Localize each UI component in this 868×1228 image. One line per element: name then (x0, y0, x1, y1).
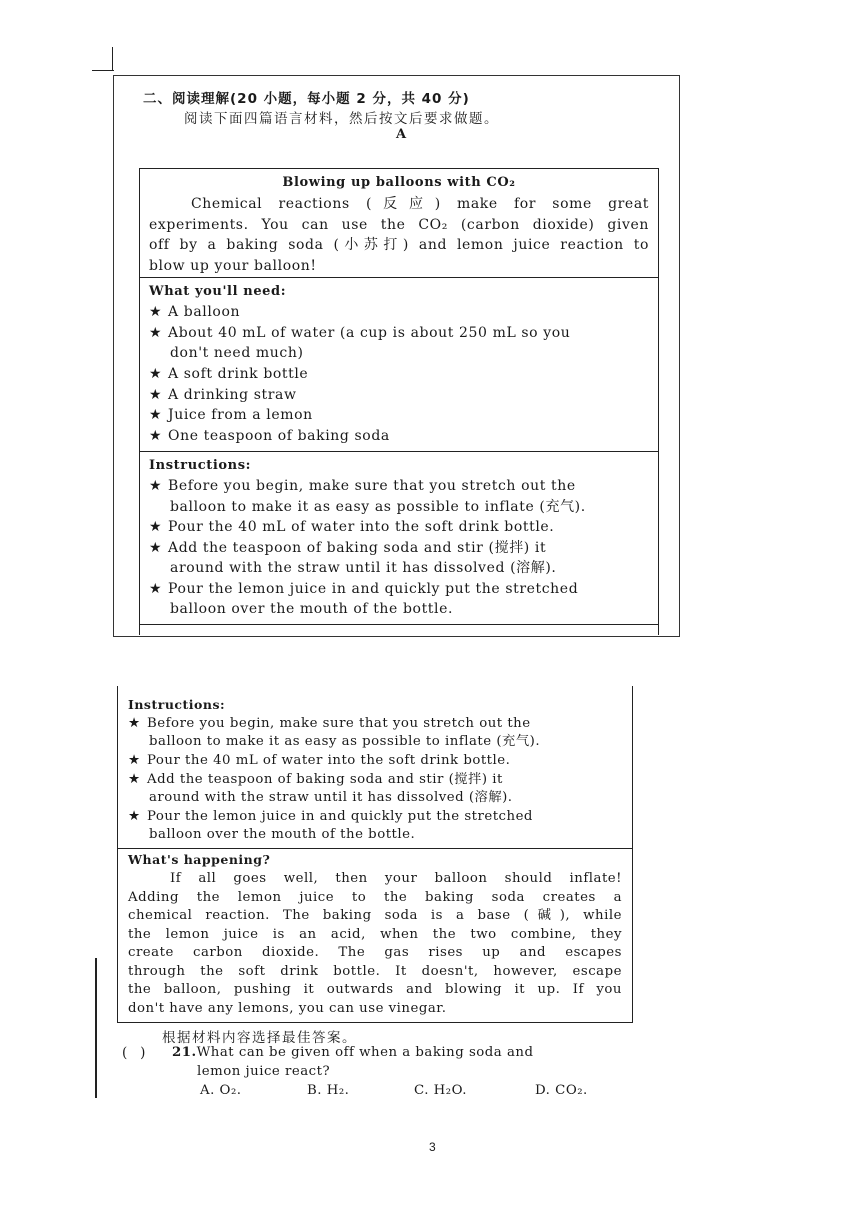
star-icon: ★ (149, 304, 163, 320)
need-item-text: A balloon (168, 304, 241, 320)
section-divider (118, 848, 632, 849)
answer-bracket[interactable]: ( ) (122, 1045, 146, 1061)
instruction-continued: balloon to make it as easy as possible to inflate (充气). (170, 499, 586, 515)
instruction-item (128, 752, 510, 771)
happening-line: the balloon, pushing it outwards and blowing it up. If you (128, 982, 622, 997)
need-item (149, 385, 297, 406)
happening-line: chemical reaction. The baking soda is a base (碱), while (128, 908, 622, 923)
instructions-heading: Instructions: (128, 697, 226, 712)
passage-box (139, 168, 659, 635)
need-heading: What you'll need: (149, 284, 287, 299)
happening-line: If all goes well, then your balloon should inflate! (170, 871, 622, 886)
instruction-text: Add the teaspoon of baking soda and stir (搅拌) it (147, 772, 503, 787)
passage-box-continued (117, 686, 633, 1023)
instruction-text: Pour the 40 mL of water into the soft drink bottle. (147, 753, 511, 768)
margin-mark (92, 70, 114, 71)
need-item (149, 405, 313, 426)
star-icon: ★ (149, 387, 163, 403)
star-icon: ★ (149, 366, 163, 382)
instruction-item (149, 538, 546, 559)
instruction-item (149, 517, 554, 538)
instruction-text: Before you begin, make sure that you stretch out the (168, 478, 576, 494)
question-line-continued: lemon juice react? (197, 1064, 331, 1079)
intro-line: experiments. You can use the CO₂ (carbon dioxide) given (149, 217, 649, 233)
instructions-heading: Instructions: (149, 458, 252, 473)
star-icon: ★ (149, 478, 163, 494)
instruction-text: Pour the lemon juice in and quickly put the stretched (168, 581, 579, 597)
section-heading: 二、阅读理解(20 小题，每小题 2 分，共 40 分) (143, 91, 470, 107)
instructions-section (140, 452, 658, 625)
happening-line: create carbon dioxide. The gas rises up and escapes (128, 945, 622, 960)
question-prompt: 根据材料内容选择最佳答案。 (162, 1030, 357, 1046)
question-number: 21. (172, 1045, 197, 1060)
instruction-item (149, 476, 576, 497)
margin-mark (95, 958, 97, 1098)
option-c[interactable]: C. H₂O. (414, 1083, 467, 1098)
margin-mark (112, 47, 113, 71)
need-item-text: Juice from a lemon (168, 407, 313, 423)
need-item-text: A soft drink bottle (168, 366, 309, 382)
happening-line: through the soft drink bottle. It doesn't, however, escape (128, 964, 622, 979)
intro-line: Chemical reactions (反应) make for some great (191, 196, 649, 212)
instruction-item (128, 808, 533, 827)
star-icon: ★ (149, 581, 163, 597)
instruction-item (149, 579, 578, 600)
page-number: 3 (429, 1140, 436, 1154)
need-section (140, 278, 658, 452)
instruction-text: Before you begin, make sure that you stretch out the (147, 716, 531, 731)
star-icon: ★ (128, 716, 141, 731)
need-item-text: A drinking straw (168, 387, 297, 403)
instruction-text: Add the teaspoon of baking soda and stir (搅拌) it (168, 540, 547, 556)
instruction-continued: balloon to make it as easy as possible to inflate (充气). (149, 734, 541, 749)
star-icon: ★ (149, 428, 163, 444)
star-icon: ★ (149, 407, 163, 423)
option-d[interactable]: D. CO₂. (535, 1083, 588, 1098)
option-a[interactable]: A. O₂. (200, 1083, 242, 1098)
instruction-continued: around with the straw until it has dissolved (溶解). (149, 790, 513, 805)
need-item-text: One teaspoon of baking soda (168, 428, 390, 444)
happening-line: don't have any lemons, you can use vinegar. (128, 1001, 447, 1016)
instruction-item (128, 771, 503, 790)
question-text: What can be given off when a baking soda and (196, 1045, 534, 1060)
need-item-text: About 40 mL of water (a cup is about 250 mL so you (168, 325, 571, 341)
passage-letter: A (396, 127, 407, 142)
star-icon: ★ (149, 540, 163, 556)
star-icon: ★ (149, 519, 163, 535)
instruction-continued: around with the straw until it has dissolved (溶解). (170, 560, 557, 576)
instruction-continued: balloon over the mouth of the bottle. (170, 601, 454, 617)
instruction-text: Pour the lemon juice in and quickly put the stretched (147, 809, 533, 824)
intro-line: blow up your balloon! (149, 258, 317, 274)
star-icon: ★ (149, 325, 163, 341)
happening-line: the lemon juice is an acid, when the two combine, they (128, 927, 622, 942)
need-item (149, 426, 390, 447)
need-item (149, 364, 308, 385)
question-line (172, 1044, 533, 1063)
star-icon: ★ (128, 772, 141, 787)
directions: 阅读下面四篇语言材料，然后按文后要求做题。 (184, 111, 499, 127)
star-icon: ★ (128, 809, 141, 824)
need-item (149, 323, 649, 344)
intro-section (140, 169, 658, 278)
instruction-continued: balloon over the mouth of the bottle. (149, 827, 416, 842)
intro-line: off by a baking soda (小苏打) and lemon juice reaction to (149, 237, 649, 253)
option-b[interactable]: B. H₂. (307, 1083, 350, 1098)
need-item-continued: don't need much) (170, 345, 304, 361)
star-icon: ★ (128, 753, 141, 768)
happening-heading: What's happening? (128, 852, 271, 867)
need-item (149, 302, 240, 323)
passage-title: Blowing up balloons with CO₂ (282, 175, 516, 190)
happening-line: Adding the lemon juice to the baking soda creates a (128, 890, 622, 905)
instruction-item (128, 715, 531, 734)
instruction-text: Pour the 40 mL of water into the soft drink bottle. (168, 519, 555, 535)
